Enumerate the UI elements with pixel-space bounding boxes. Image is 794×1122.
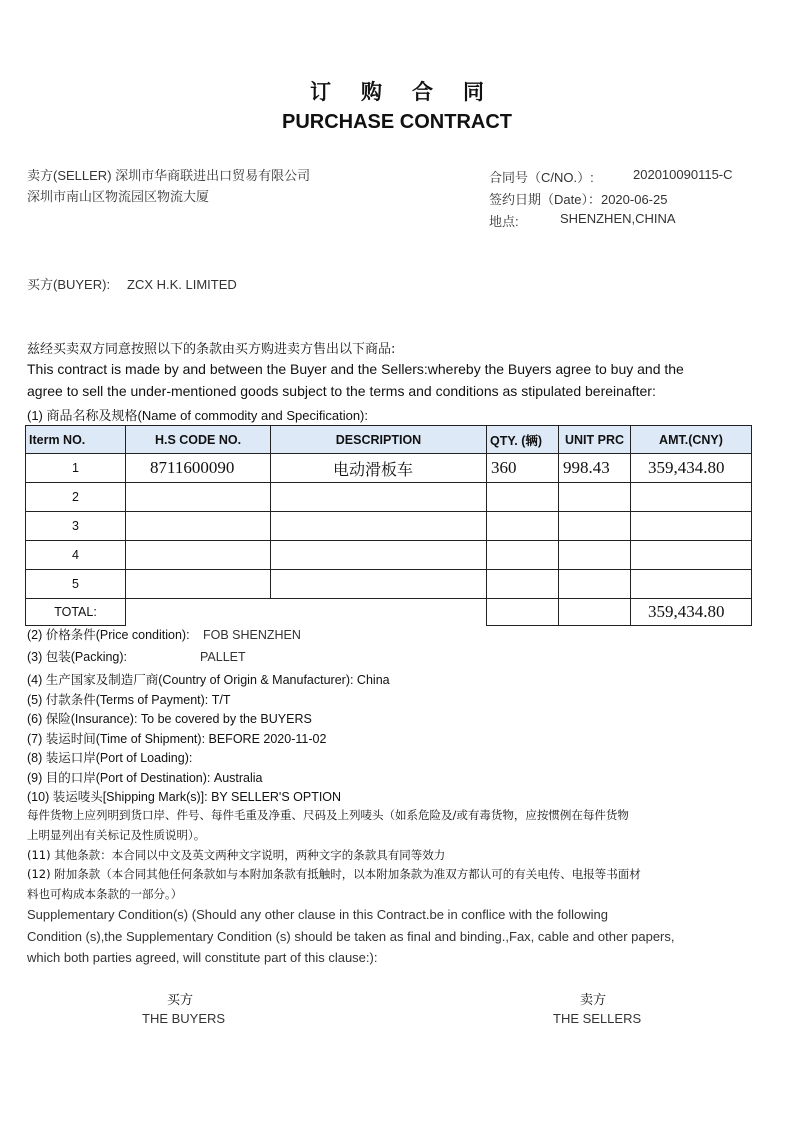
shipping-marks-desc-line1: 每件货物上应列明到货口岸、件号、每件毛重及净重、尺码及上列唛头（如系危险及/或有毒货物，应按惯例在每件货物 — [27, 808, 629, 822]
origin-term: (4) 生产国家及制造厂商(Country of Origin & Manufacturer): China — [27, 673, 390, 687]
table-row-5-qty — [486, 569, 559, 599]
table-row-1-hs-code: 8711600090 — [125, 453, 271, 483]
col-header-amount: AMT.(CNY) — [630, 425, 752, 454]
sellers-signature-cn: 卖方 — [580, 993, 607, 1008]
insurance-term: (6) 保险(Insurance): To be covered by the BUYERS — [27, 712, 312, 726]
table-row-1-qty: 360 — [486, 453, 559, 483]
destination-port-term: (9) 目的口岸(Port of Destination): Australia — [27, 771, 263, 785]
table-row-5-amount — [630, 569, 752, 599]
additional-term-line2: 料也可构成本条款的一部分。） — [27, 887, 183, 901]
price-condition-value: FOB SHENZHEN — [203, 628, 301, 642]
loading-port-term: (8) 装运口岸(Port of Loading): — [27, 751, 193, 765]
price-condition-label: (2) 价格条件(Price condition): — [27, 628, 190, 642]
supplementary-line2: Condition (s),the Supplementary Condition (s) should be taken as final and binding.,Fax, cable and other papers, — [27, 929, 675, 944]
supplementary-line3: which both parties agreed, will constitute part of this clause:): — [27, 950, 378, 965]
sellers-signature-en: THE SELLERS — [553, 1011, 642, 1026]
table-row-1-no: 1 — [25, 453, 126, 483]
col-header-qty: QTY. (辆) — [486, 425, 559, 454]
shipping-marks-desc-line2: 上明显列出有关标记及性质说明）。 — [27, 828, 206, 842]
buyers-signature-cn: 买方 — [167, 993, 194, 1008]
total-qty — [486, 598, 559, 626]
intro-english-line2: agree to sell the under-mentioned goods subject to the terms and conditions as stipulated bereinafter: — [27, 383, 656, 399]
table-row-2-unit-price — [558, 482, 631, 512]
table-row-4-hs-code — [125, 540, 271, 570]
title-chinese: 订购合同 — [310, 80, 514, 104]
seller-name: 深圳市华商联进出口贸易有限公司 — [115, 169, 311, 184]
intro-item1: (1) 商品名称及规格(Name of commodity and Specification): — [27, 408, 368, 423]
seller-label: 卖方(SELLER) — [27, 168, 116, 183]
table-row-4-qty — [486, 540, 559, 570]
title-english: PURCHASE CONTRACT — [282, 111, 512, 133]
table-row-2-hs-code — [125, 482, 271, 512]
packing-value: PALLET — [200, 650, 246, 664]
shipment-term: (7) 装运时间(Time of Shipment): BEFORE 2020-11-02 — [27, 732, 327, 746]
table-row-3-qty — [486, 511, 559, 541]
contract-date-value: 2020-06-25 — [600, 192, 668, 207]
buyers-signature-en: THE BUYERS — [142, 1011, 226, 1026]
buyer-label: 买方(BUYER): — [27, 277, 111, 292]
contract-place-value: SHENZHEN,CHINA — [560, 211, 676, 226]
col-header-item-no: Iterm NO. — [25, 425, 126, 454]
total-unit-price — [558, 598, 631, 626]
items-table — [25, 425, 752, 625]
table-row-2-amount — [630, 482, 752, 512]
table-row-4-no: 4 — [25, 540, 126, 570]
col-header-unit-price: UNIT PRC — [558, 425, 631, 454]
table-row-2-qty — [486, 482, 559, 512]
table-row-5-unit-price — [558, 569, 631, 599]
table-row-3-hs-code — [125, 511, 271, 541]
col-header-description: DESCRIPTION — [270, 425, 487, 454]
packing-label: (3) 包装(Packing): — [27, 650, 128, 664]
table-row-3-description — [270, 511, 487, 541]
table-row-2-no: 2 — [25, 482, 126, 512]
table-row-2-description — [270, 482, 487, 512]
table-row-4-amount — [630, 540, 752, 570]
contract-date — [489, 189, 667, 208]
table-row-5-description — [270, 569, 487, 599]
supplementary-line1: Supplementary Condition(s) (Should any other clause in this Contract.be in conflice with the following — [27, 907, 608, 922]
total-label: TOTAL: — [25, 598, 126, 626]
intro-english-line1: This contract is made by and between the Buyer and the Sellers:whereby the Buyers agree to buy and the — [27, 361, 684, 377]
contract-place-label: 地点: — [489, 214, 519, 229]
contract-date-label: 签约日期（Date）： — [489, 192, 601, 207]
additional-term-line1: (12) 附加条款（本合同其他任何条款如与本附加条款有抵触时，以本附加条款为准双方都认可的有关电传、电报等书面材 — [27, 867, 641, 881]
table-row-5-hs-code — [125, 569, 271, 599]
contract-no-label: 合同号（C/NO.）: — [489, 170, 594, 185]
seller-address: 深圳市南山区物流园区物流大厦 — [27, 190, 210, 205]
table-row-3-amount — [630, 511, 752, 541]
contract-no-value: 202010090115-C — [633, 167, 733, 182]
table-row-1-amount: 359,434.80 — [630, 453, 752, 483]
payment-term: (5) 付款条件(Terms of Payment): T/T — [27, 693, 231, 707]
table-row-5-no: 5 — [25, 569, 126, 599]
table-row-4-description — [270, 540, 487, 570]
col-header-hs-code: H.S CODE NO. — [125, 425, 271, 454]
other-term: (11) 其他条款：本合同以中文及英文两种文字说明，两种文字的条款具有同等效力 — [27, 848, 446, 862]
table-row-1-unit-price: 998.43 — [558, 453, 631, 483]
table-row-3-no: 3 — [25, 511, 126, 541]
total-amount: 359,434.80 — [630, 598, 752, 626]
shipping-marks-term: (10) 装运唛头[Shipping Mark(s)]: BY SELLER'S OPTION — [27, 790, 342, 804]
seller-line — [27, 165, 310, 184]
table-row-1-description: 电动滑板车 — [270, 453, 487, 483]
table-row-4-unit-price — [558, 540, 631, 570]
intro-chinese: 兹经买卖双方同意按照以下的条款由买方购进卖方售出以下商品: — [27, 342, 396, 357]
buyer-name: ZCX H.K. LIMITED — [127, 277, 237, 292]
table-row-3-unit-price — [558, 511, 631, 541]
